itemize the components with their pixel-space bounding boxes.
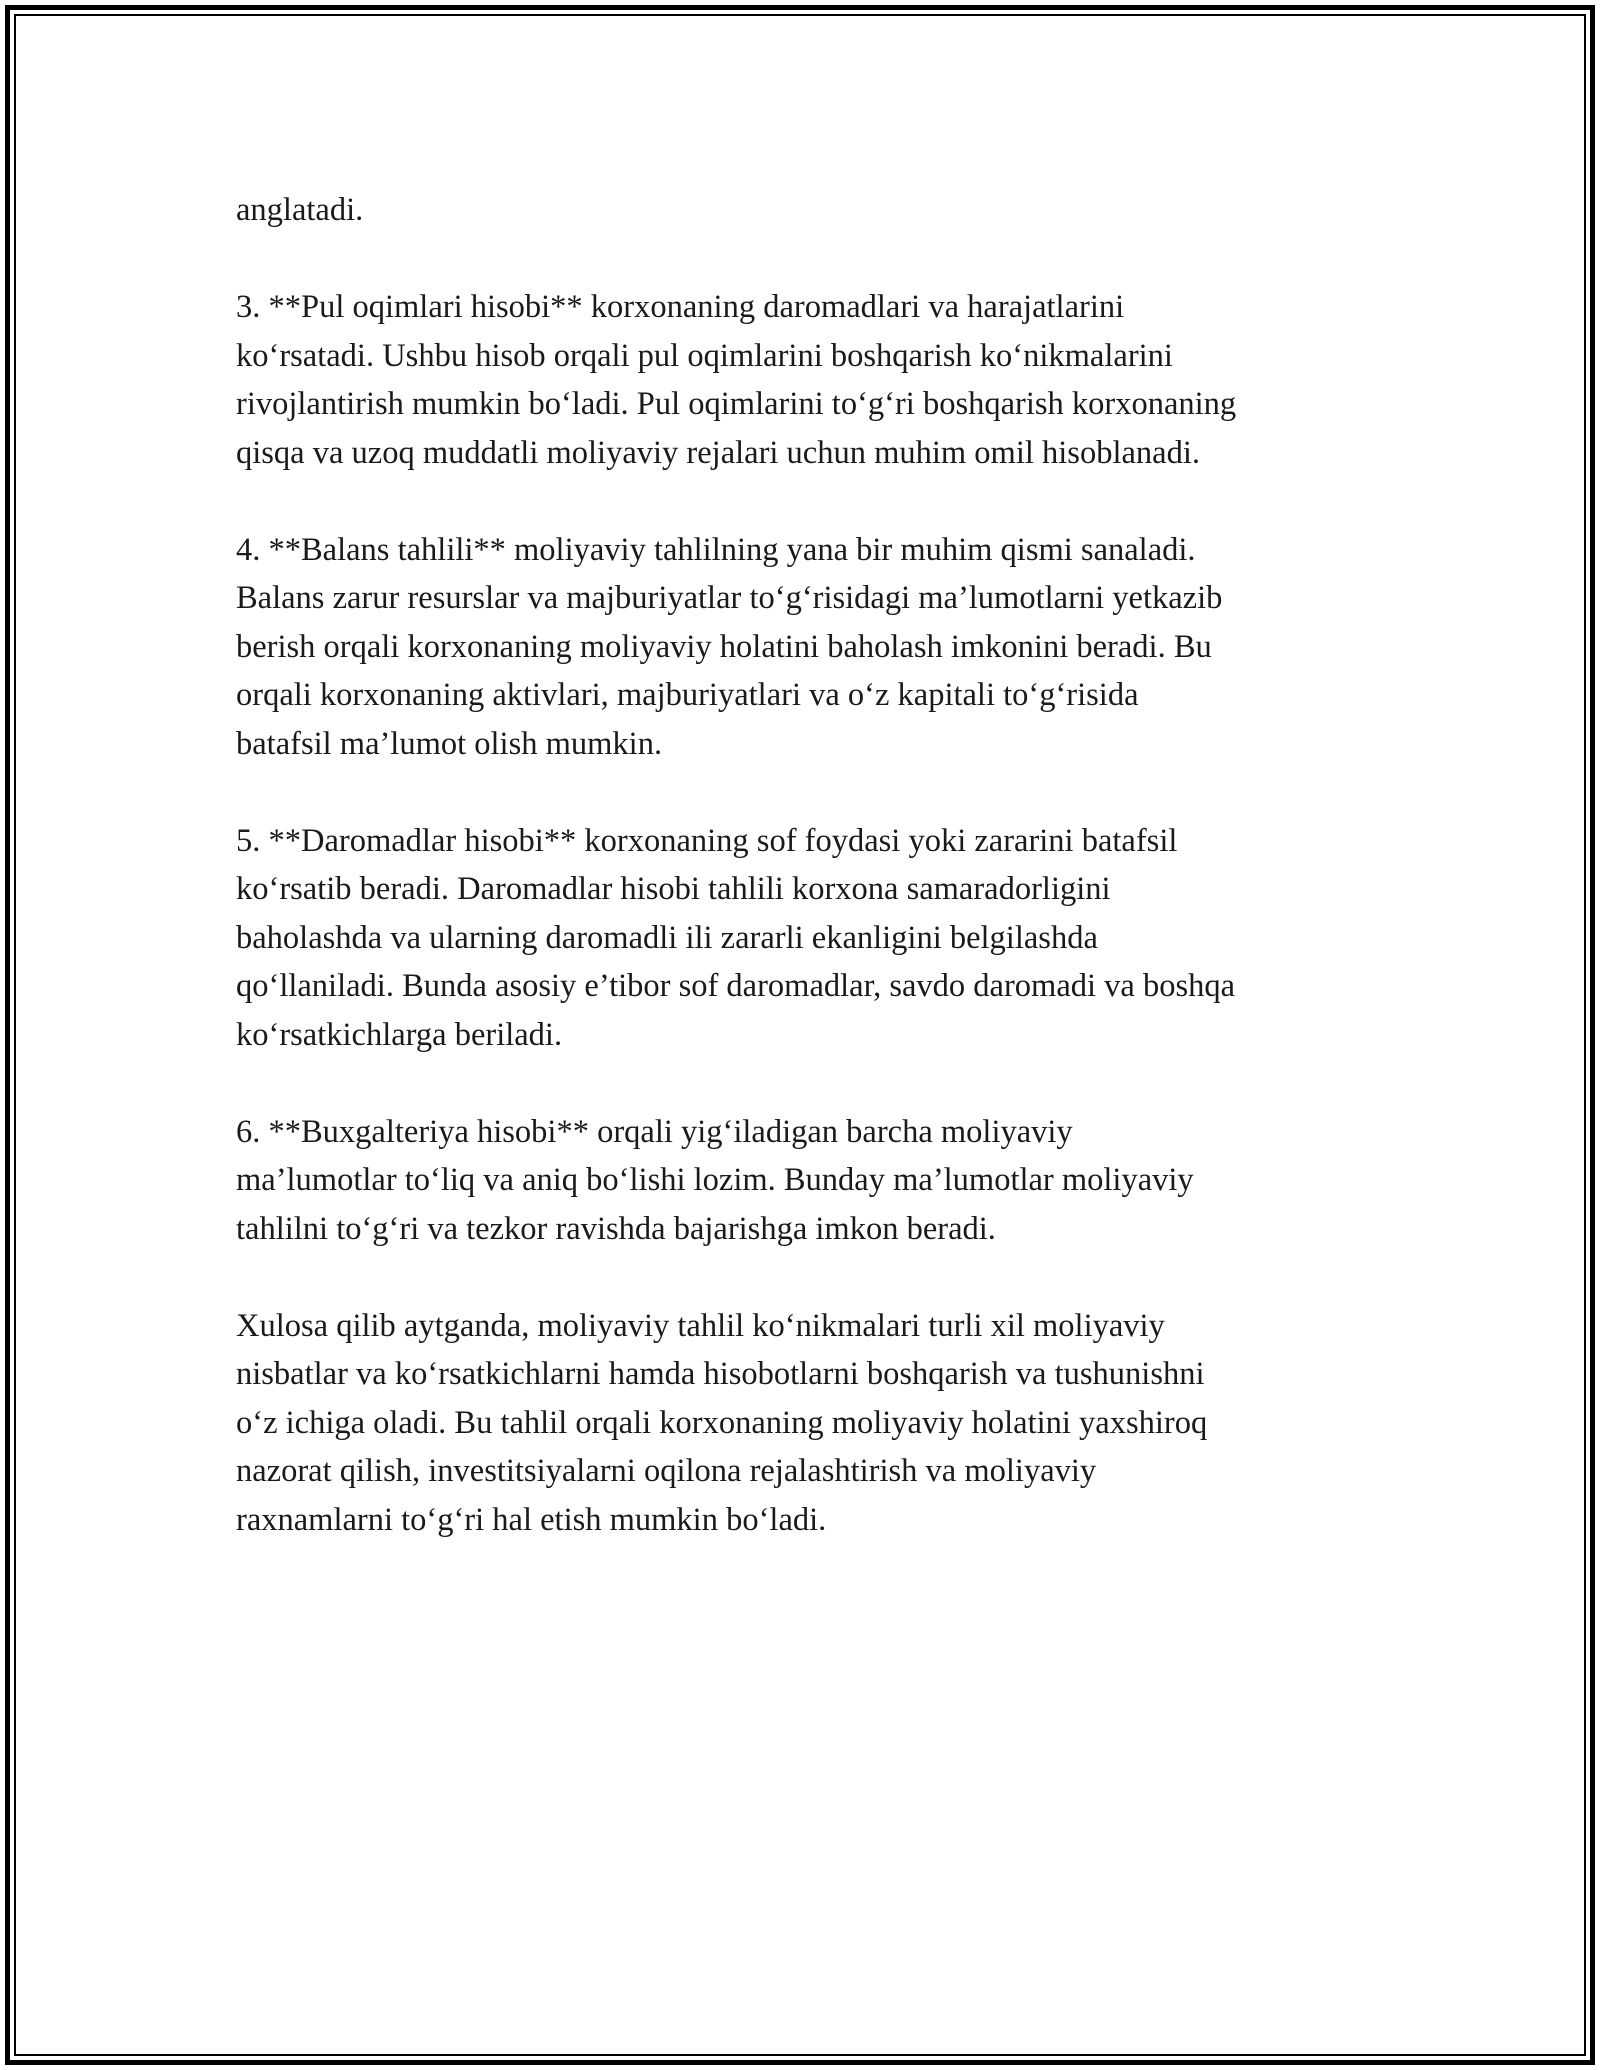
text-line: orqali korxonaning aktivlari, majburiyatlari va o‘z kapitali to‘g‘risida <box>236 677 1139 713</box>
paragraph-conclusion <box>236 1302 1416 1545</box>
paragraph-accounting <box>236 1108 1416 1254</box>
paragraph-continuation <box>236 186 1416 235</box>
text-line: Balans zarur resurslar va majburiyatlar to‘g‘risidagi ma’lumotlarni yetkazib <box>236 580 1223 616</box>
text-line: 5. **Daromadlar hisobi** korxonaning sof foydasi yoki zararini batafsil <box>236 822 1178 859</box>
text-line: berish orqali korxonaning moliyaviy holatini baholash imkonini beradi. Bu <box>236 628 1212 665</box>
text-line: raxnamlarni to‘g‘ri hal etish mumkin bo‘ladi. <box>236 1501 827 1538</box>
text-line: baholashda va ularning daromadli ili zararli ekanligini belgilashda <box>236 919 1098 956</box>
text-line: anglatadi. <box>236 192 364 228</box>
document-body <box>236 186 1416 1593</box>
paragraph-balance-analysis <box>236 526 1416 769</box>
text-line: nisbatlar va ko‘rsatkichlarni hamda hisobotlarni boshqarish va tushunishni <box>236 1356 1205 1392</box>
text-line: 4. **Balans tahlili** moliyaviy tahlilning yana bir muhim qismi sanaladi. <box>236 531 1196 568</box>
text-line: o‘z ichiga oladi. Bu tahlil orqali korxonaning moliyaviy holatini yaxshiroq <box>236 1404 1208 1441</box>
text-line: 6. **Buxgalteriya hisobi** orqali yig‘iladigan barcha moliyaviy <box>236 1113 1073 1150</box>
paragraph-cash-flow <box>236 283 1416 477</box>
text-line: rivojlantirish mumkin bo‘ladi. Pul oqimlarini to‘g‘ri boshqarish korxonaning <box>236 386 1237 422</box>
text-line: qisqa va uzoq muddatli moliyaviy rejalari uchun muhim omil hisoblanadi. <box>236 434 1200 471</box>
text-line: ko‘rsatkichlarga beriladi. <box>236 1016 563 1053</box>
paragraph-income-statement <box>236 817 1416 1060</box>
text-line: qo‘llaniladi. Bunda asosiy e’tibor sof daromadlar, savdo daromadi va boshqa <box>236 968 1236 1004</box>
text-line: batafsil ma’lumot olish mumkin. <box>236 725 663 762</box>
text-line: Xulosa qilib aytganda, moliyaviy tahlil ko‘nikmalari turli xil moliyaviy <box>236 1307 1165 1344</box>
text-line: ko‘rsatib beradi. Daromadlar hisobi tahlili korxona samaradorligini <box>236 871 1111 907</box>
text-line: ko‘rsatadi. Ushbu hisob orqali pul oqimlarini boshqarish ko‘nikmalarini <box>236 337 1173 374</box>
text-line: ma’lumotlar to‘liq va aniq bo‘lishi lozim. Bunday ma’lumotlar moliyaviy <box>236 1162 1194 1198</box>
text-line: tahlilni to‘g‘ri va tezkor ravishda bajarishga imkon beradi. <box>236 1210 996 1247</box>
text-line: 3. **Pul oqimlari hisobi** korxonaning daromadlari va harajatlarini <box>236 289 1125 325</box>
text-line: nazorat qilish, investitsiyalarni oqilona rejalashtirish va moliyaviy <box>236 1453 1097 1489</box>
